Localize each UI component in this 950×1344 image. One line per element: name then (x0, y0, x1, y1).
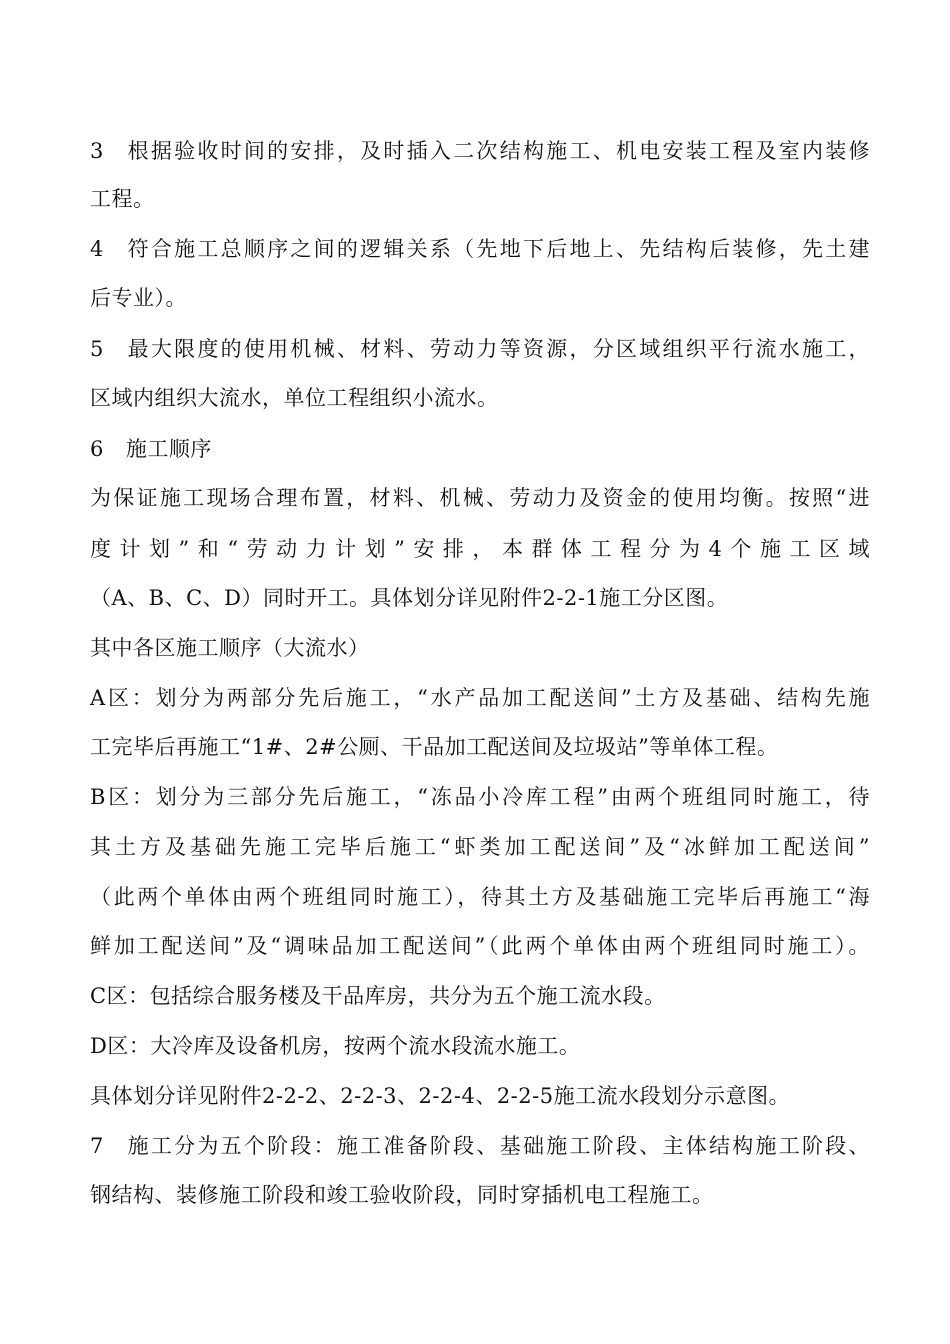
item-6-heading: 6 施工顺序 (90, 437, 212, 461)
zone-c-line: C区：包括综合服务楼及干品库房，共分为五个施工流水段。 (90, 984, 666, 1008)
item-5-line-1: 5 最大限度的使用机械、材料、劳动力等资源，分区域组织平行流水施工， (90, 337, 870, 361)
zone-b-line-2: 其土方及基础先施工完毕后施工“虾类加工配送间”及“冰鲜加工配送间” (90, 835, 870, 859)
zone-a-line-2: 工完毕后再施工“1#、2#公厕、干品加工配送间及垃圾站”等单体工程。 (90, 735, 779, 759)
paragraph-line: （A、B、C、D）同时开工。具体划分详见附件2-2-1施工分区图。 (90, 586, 729, 610)
item-7-line-1: 7 施工分为五个阶段：施工准备阶段、基础施工阶段、主体结构施工阶段、 (90, 1134, 870, 1158)
item-number: 5 (90, 337, 104, 361)
item-number: 6 (90, 437, 104, 461)
zone-a-line-1: A区：划分为两部分先后施工，“水产品加工配送间”土方及基础、结构先施 (90, 686, 870, 710)
item-number: 3 (90, 139, 104, 163)
paragraph-line: 为保证施工现场合理布置，材料、机械、劳动力及资金的使用均衡。按照“进 (90, 486, 870, 510)
paragraph-line: 度计划”和“劳动力计划”安排，本群体工程分为4个施工区域 (90, 537, 870, 561)
item-number: 4 (90, 237, 104, 261)
item-4-line-2: 后专业）。 (90, 286, 187, 310)
zone-b-line-4: 鲜加工配送间”及“调味品加工配送间”（此两个单体由两个班组同时施工）。 (90, 934, 870, 958)
item-7-line-2: 钢结构、装修施工阶段和竣工验收阶段，同时穿插机电工程施工。 (90, 1183, 714, 1207)
zone-d-line: D区：大冷库及设备机房，按两个流水段流水施工。 (90, 1034, 581, 1058)
item-5-line-2: 区域内组织大流水，单位工程组织小流水。 (90, 386, 499, 410)
paragraph-line: 其中各区施工顺序（大流水） (90, 636, 370, 660)
item-4-line-1: 4 符合施工总顺序之间的逻辑关系（先地下后地上、先结构后装修，先土建 (90, 237, 870, 261)
paragraph-line: 具体划分详见附件2-2-2、2-2-3、2-2-4、2-2-5施工流水段划分示意图。 (90, 1084, 791, 1108)
item-number: 7 (90, 1134, 104, 1158)
item-3-line-1: 3 根据验收时间的安排，及时插入二次结构施工、机电安装工程及室内装修 (90, 139, 870, 163)
zone-b-line-1: B区：划分为三部分先后施工，“冻品小冷库工程”由两个班组同时施工，待 (90, 785, 870, 809)
item-3-line-2: 工程。 (90, 187, 155, 211)
zone-b-line-3: （此两个单体由两个班组同时施工），待其土方及基础施工完毕后再施工“海 (90, 885, 870, 909)
